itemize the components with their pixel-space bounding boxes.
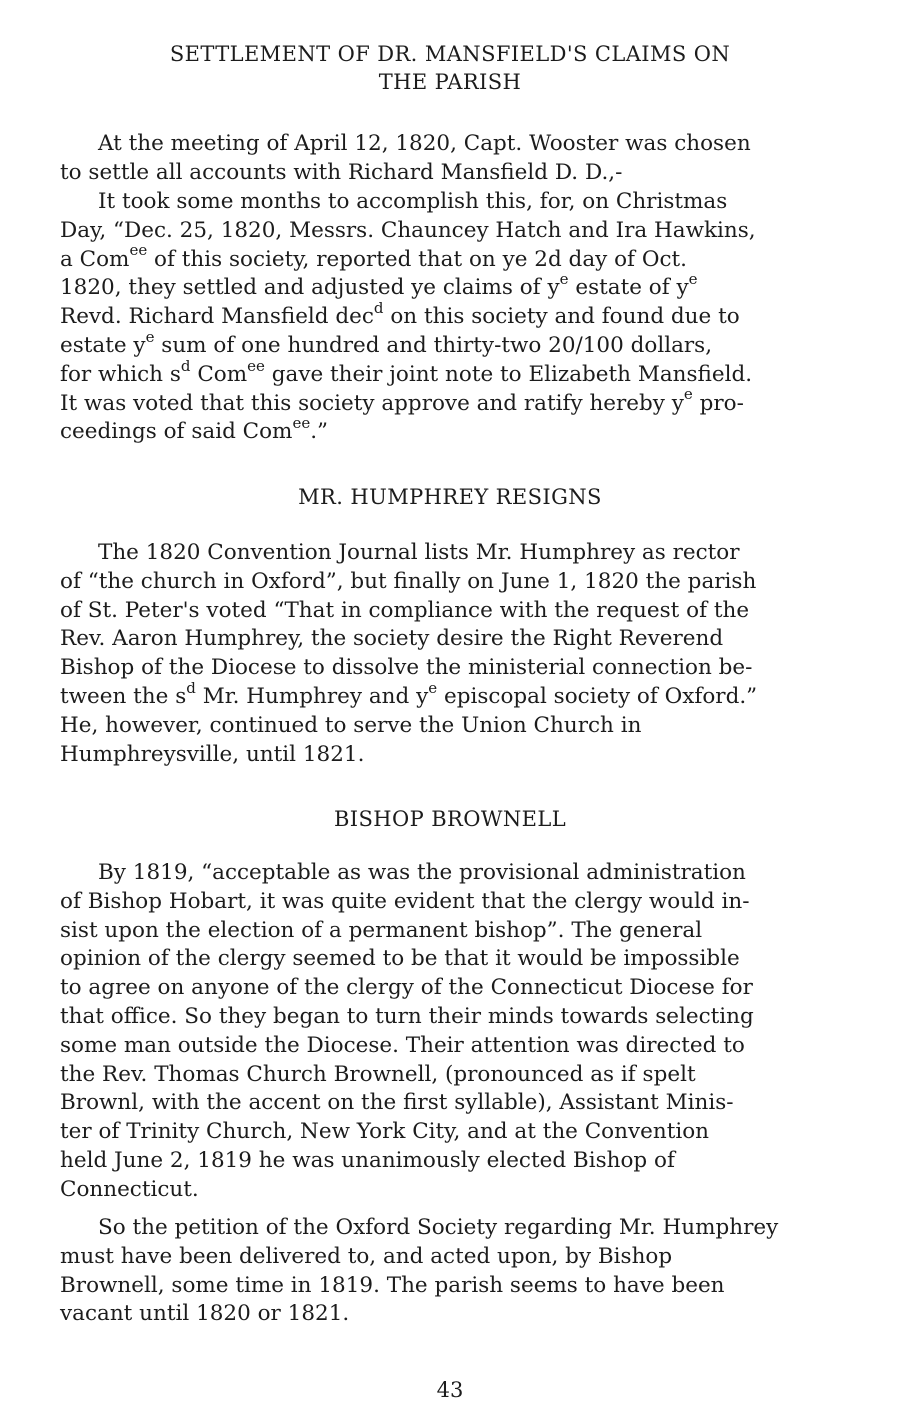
heading-line: BISHOP BROWNELL [333,807,567,831]
heading-line: SETTLEMENT OF DR. MANSFIELD'S CLAIMS ON [169,42,731,66]
text-line: to agree on anyone of the clergy of the Connecticut Diocese for [60,975,753,1001]
text-run: 1820, they settled and adjusted ye claims of y [60,275,560,301]
text-line [60,327,850,361]
superscript: e [688,270,698,289]
heading-line: MR. HUMPHREY RESIGNS [298,485,602,509]
text-run: for which s [60,361,181,387]
text-line: some man outside the Diocese. Their attention was directed to [60,1032,745,1058]
text-line: to settle all accounts with Richard Mansfield D. D.,- [60,159,623,185]
section-heading-mansfield-claims [0,40,900,96]
text-run: of this society, reported that on ye 2d day of Oct. [147,246,687,272]
text-line: vacant until 1820 or 1821. [60,1301,350,1327]
text-run: ceedings of said Com [60,419,293,445]
text-line: of Bishop Hobart, it was quite evident that the clergy would in- [60,888,750,914]
paragraph-settlement-report [60,188,850,447]
text-run: Mr. Humphrey and y [195,683,429,709]
superscript: ee [247,356,265,375]
text-line: Day, “Dec. 25, 1820, Messrs. Chauncey Hatch and Ira Hawkins, [60,217,756,243]
text-line: It took some months to accomplish this, for, on Christmas [98,189,728,214]
text-run: It was voted that this society approve and ratify hereby y [60,390,684,416]
text-line: At the meeting of April 12, 1820, Capt. Wooster was chosen [98,131,751,156]
text-line: the Rev. Thomas Church Brownell, (pronounced as if spelt [60,1061,696,1087]
text-line: Connecticut. [60,1176,199,1202]
text-run: a Com [60,246,130,272]
text-line: Rev. Aaron Humphrey, the society desire the Right Reverend [60,626,724,652]
text-run: pro- [692,390,744,416]
superscript: d [373,299,384,318]
section-heading-bishop-brownell [0,805,900,833]
superscript: ee [129,241,148,260]
text-line: ter of Trinity Church, New York City, and at the Convention [60,1119,709,1145]
paragraph-humphrey [60,539,850,769]
superscript: d [186,678,196,697]
text-run: Com [190,361,248,387]
text-line: So the petition of the Oxford Society regarding Mr. Humphrey [98,1215,779,1240]
text-run: .” [310,419,329,445]
text-run: on this society and found due to [383,304,740,330]
text-run: gave their joint note to Elizabeth Mansfield. [264,361,753,387]
text-line: He, however, continued to serve the Union Church in [60,712,642,738]
page-number: 43 [436,1378,464,1402]
text-line: sist upon the election of a permanent bishop”. The general [60,917,703,943]
text-line: By 1819, “acceptable as was the provisional administration [98,860,746,885]
paragraph-meeting-april [60,130,850,188]
text-line [60,299,850,332]
text-run: estate of y [568,275,689,301]
text-line [60,356,850,390]
superscript: ee [292,414,311,433]
text-line [60,270,850,303]
text-line: of “the church in Oxford”, but finally on June 1, 1820 the parish [60,568,757,594]
text-run: episcopal society of Oxford.” [437,683,758,709]
text-run: sum of one hundred and thirty-two 20/100 dollars, [154,332,713,358]
paragraph-brownell-election [60,859,850,1205]
text-line [60,414,850,447]
text-line: of St. Peter's voted “That in compliance with the request of the [60,597,750,623]
text-run: estate y [60,332,146,358]
superscript: e [428,678,438,697]
paragraph-oxford-petition [60,1214,850,1329]
text-line [60,678,850,712]
text-run: Revd. Richard Mansfield dec [60,304,374,330]
text-line: that office. So they began to turn their minds towards selecting [60,1003,754,1029]
text-line [60,241,850,275]
text-line: Humphreysville, until 1821. [60,741,365,767]
text-line: held June 2, 1819 he was unanimously elected Bishop of [60,1147,675,1173]
text-line: opinion of the clergy seemed to be that it would be impossible [60,946,740,972]
text-line: must have been delivered to, and acted upon, by Bishop [60,1243,673,1269]
text-run: tween the s [60,683,187,709]
text-line: The 1820 Convention Journal lists Mr. Humphrey as rector [98,540,740,565]
section-heading-humphrey-resigns [0,483,900,511]
superscript: e [683,385,693,404]
superscript: e [559,270,569,289]
text-line: Brownell, some time in 1819. The parish seems to have been [60,1272,725,1298]
superscript: d [180,356,191,375]
text-line [60,385,850,419]
text-line: Brownl, with the accent on the first syllable), Assistant Minis- [60,1090,734,1116]
superscript: e [145,327,155,346]
heading-line: THE PARISH [378,70,522,94]
text-line: Bishop of the Diocese to dissolve the ministerial connection be- [60,655,753,681]
